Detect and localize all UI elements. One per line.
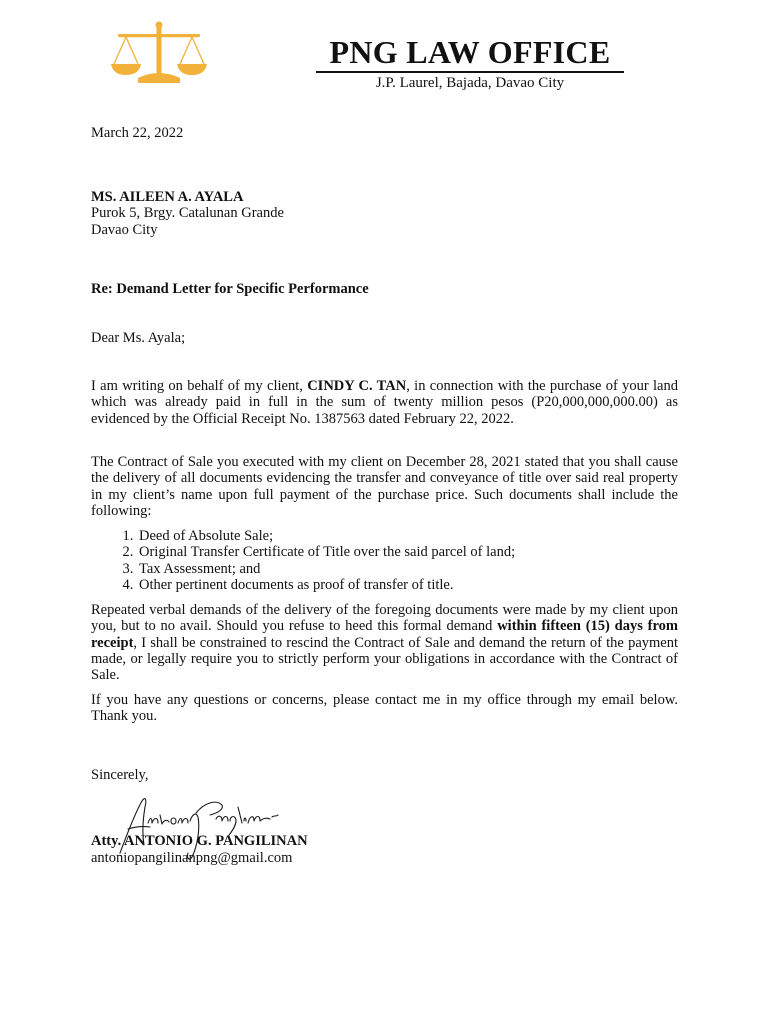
closing: Sincerely, bbox=[91, 767, 149, 783]
signer-email: antoniopangilinanpng@gmail.com bbox=[91, 850, 293, 866]
client-name: CINDY C. TAN bbox=[307, 378, 407, 394]
paragraph-3-text-after: , I shall be constrained to rescind the Contract of Sale and demand the return of the payment made, or legally require you to strictly perform your obligations in accordance with the Contract of Sale. bbox=[91, 634, 678, 684]
recipient-address-line1: Purok 5, Brgy. Catalunan Grande bbox=[91, 205, 284, 222]
letter-subject: Re: Demand Letter for Specific Performance bbox=[91, 281, 369, 297]
demand-deadline: within fifteen (15) days from receipt bbox=[91, 618, 678, 651]
paragraph-1-text-after: , in connection with the purchase of your land which was already paid in full in the sum of twenty million pesos (P20,000,000,000.00) as evidenced by the Official Receipt No. 1387563 dated February 22, 2022. bbox=[91, 378, 678, 427]
recipient-address-line2: Davao City bbox=[91, 221, 158, 238]
list-item: 4. Other pertinent documents as proof of transfer of title. bbox=[137, 577, 697, 593]
letterhead-divider bbox=[316, 71, 624, 73]
paragraph-2: The Contract of Sale you executed with my client on December 28, 2021 stated that you shall cause the delivery of all documents evidencing the transfer and conveyance of title over said real property in my client’s name upon full payment of the purchase price. Such documents shall include the following: bbox=[91, 454, 678, 519]
paragraph-3-text-before: Repeated verbal demands of the delivery of the foregoing documents were made by my client upon you, but to no avail. Should you refuse to heed this formal demand bbox=[91, 602, 678, 635]
list-item: 3. Tax Assessment; and bbox=[137, 561, 697, 577]
paragraph-4: If you have any questions or concerns, please contact me in my office through my email below. Thank you. bbox=[91, 692, 678, 725]
office-address: J.P. Laurel, Bajada, Davao City bbox=[375, 75, 565, 91]
signer-name: Atty. ANTONIO G. PANGILINAN bbox=[91, 833, 308, 849]
paragraph-1 bbox=[91, 378, 678, 427]
handwritten-signature bbox=[112, 793, 298, 863]
office-name: PNG LAW OFFICE bbox=[329, 34, 611, 70]
recipient-name: MS. AILEEN A. AYALA bbox=[91, 189, 244, 205]
paragraph-1-text-before: I am writing on behalf of my client, bbox=[91, 378, 308, 394]
recipient-block bbox=[91, 189, 678, 238]
list-item: 2. Original Transfer Certificate of Title over the said parcel of land; bbox=[137, 544, 697, 560]
list-item: 1. Deed of Absolute Sale; bbox=[137, 528, 697, 544]
salutation: Dear Ms. Ayala; bbox=[91, 330, 186, 346]
scales-of-justice-icon bbox=[108, 20, 210, 86]
letter-date: March 22, 2022 bbox=[91, 125, 184, 141]
paragraph-3 bbox=[91, 602, 678, 683]
documents-list bbox=[120, 528, 697, 593]
